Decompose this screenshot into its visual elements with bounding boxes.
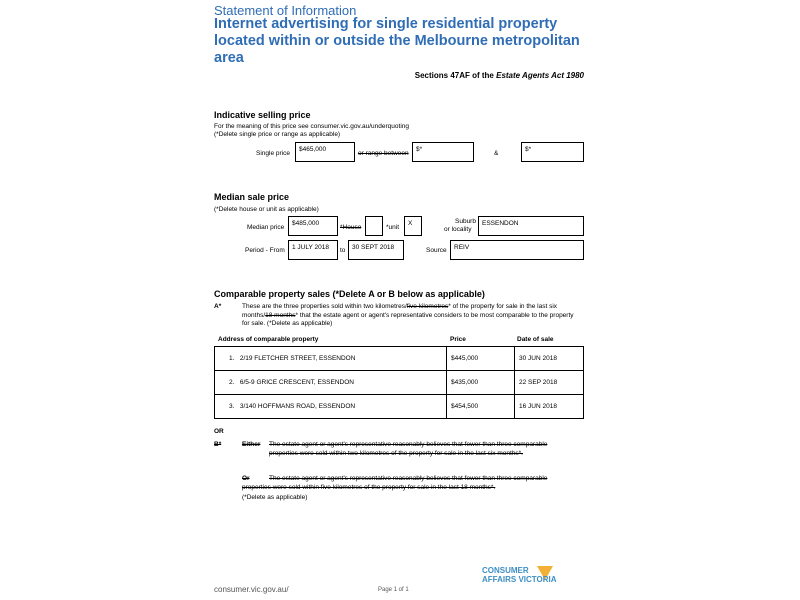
or-inner-label: Or bbox=[242, 475, 250, 482]
logo-line-1: CONSUMER bbox=[482, 566, 529, 575]
unit-field[interactable]: X bbox=[404, 216, 422, 236]
col-price-header: Price bbox=[450, 336, 466, 343]
col-address-header: Address of comparable property bbox=[218, 336, 319, 343]
either-label: Either bbox=[242, 441, 261, 448]
row-number: 3. bbox=[229, 403, 235, 410]
price-cell[interactable]: $435,000 bbox=[447, 371, 515, 395]
table-row bbox=[215, 371, 584, 395]
sections-prefix: Sections 47AF of the bbox=[414, 71, 497, 80]
period-from-label: Period - From bbox=[245, 247, 285, 254]
option-a-text-2: * of the property for sale in the last six bbox=[448, 303, 558, 310]
logo-line-2 bbox=[482, 575, 557, 584]
logo-victoria: VICTORIA bbox=[518, 575, 557, 584]
house-label-text: *House bbox=[340, 224, 362, 231]
option-a-text bbox=[242, 303, 582, 329]
or-text-1: The estate agent or agent's representative reasonably believes that fewer than three comparable bbox=[269, 475, 548, 482]
option-a-text-1: These are the three properties sold within two kilometres/ bbox=[242, 303, 407, 310]
row-number: 1. bbox=[229, 355, 235, 362]
option-a-marker: A* bbox=[214, 303, 222, 310]
house-label bbox=[340, 224, 361, 231]
either-text-2: properties were sold within two kilometres of the property for sale in the last six months*. bbox=[269, 450, 523, 457]
date-cell[interactable]: 22 SEP 2018 bbox=[515, 371, 584, 395]
form-subtitle: Statement of Information bbox=[214, 3, 357, 18]
median-heading: Median sale price bbox=[214, 192, 290, 202]
or-text-2: properties were sold within five kilometres of the property for sale in the last 18 months*. bbox=[242, 484, 496, 491]
row-number: 2. bbox=[229, 379, 235, 386]
date-cell[interactable]: 16 JUN 2018 bbox=[515, 395, 584, 419]
either-text-1: The estate agent or agent's representative reasonably believes that fewer than three comparable bbox=[269, 441, 548, 448]
indicative-note-1: For the meaning of this price see consumer.vic.gov.au/underquoting bbox=[214, 123, 409, 130]
suburb-label-2: or locality bbox=[444, 226, 472, 233]
logo-affairs: AFFAIRS bbox=[482, 575, 519, 584]
house-field[interactable] bbox=[365, 216, 383, 236]
option-a-text-5: property for sale. (*Delete as applicable) bbox=[242, 311, 574, 327]
option-b-marker: B* bbox=[214, 441, 222, 448]
source-label: Source bbox=[426, 247, 447, 254]
unit-label: *unit bbox=[386, 224, 400, 231]
median-price-label: Median price bbox=[247, 224, 285, 231]
price-cell[interactable]: $445,000 bbox=[447, 347, 515, 371]
option-a-text-4: * that the estate agent or agent's representative considers to be most comparable to the bbox=[295, 311, 548, 319]
sections-reference bbox=[415, 71, 584, 80]
price-cell[interactable]: $454,500 bbox=[447, 395, 515, 419]
period-from-field[interactable]: 1 JULY 2018 bbox=[288, 240, 338, 260]
range-to-field[interactable]: $* bbox=[521, 142, 584, 162]
median-price-field[interactable]: $485,000 bbox=[288, 216, 338, 236]
address-cell[interactable] bbox=[215, 395, 447, 419]
col-date-header: Date of sale bbox=[517, 336, 554, 343]
form-title: Internet advertising for single residential property located within or outside the Melbourne metropolitan area bbox=[214, 16, 580, 66]
range-label: or range between bbox=[358, 150, 409, 157]
option-a-text-3: months/ bbox=[242, 311, 266, 319]
table-row bbox=[215, 347, 584, 371]
date-cell[interactable]: 30 JUN 2018 bbox=[515, 347, 584, 371]
or-label: OR bbox=[214, 428, 224, 435]
consumer-affairs-logo bbox=[482, 566, 557, 584]
page-number: Page 1 of 1 bbox=[378, 587, 409, 593]
source-field[interactable]: REIV bbox=[450, 240, 584, 260]
option-a-strike-2: 18 months bbox=[265, 311, 296, 319]
indicative-note-2: (*Delete single price or range as applicable) bbox=[214, 131, 341, 138]
address-cell[interactable] bbox=[215, 347, 447, 371]
range-amp: & bbox=[494, 150, 499, 157]
suburb-field[interactable]: ESSENDON bbox=[478, 216, 584, 236]
row-address: 6/5-9 GRICE CRESCENT, ESSENDON bbox=[239, 379, 354, 386]
footer-url[interactable]: consumer.vic.gov.au/ bbox=[214, 585, 289, 594]
row-address: 3/140 HOFFMANS ROAD, ESSENDON bbox=[239, 403, 356, 410]
period-to-label: to bbox=[340, 247, 346, 254]
comparable-heading: Comparable property sales (*Delete A or B below as applicable) bbox=[214, 289, 485, 299]
comparable-table bbox=[214, 346, 584, 419]
sections-act: Estate Agents Act 1980 bbox=[496, 71, 584, 80]
suburb-label-1: Suburb bbox=[455, 218, 476, 225]
address-cell[interactable] bbox=[215, 371, 447, 395]
option-a-strike-1: five kilometres bbox=[406, 303, 449, 310]
table-row bbox=[215, 395, 584, 419]
period-to-field[interactable]: 30 SEPT 2018 bbox=[348, 240, 404, 260]
indicative-heading: Indicative selling price bbox=[214, 110, 311, 120]
single-price-label: Single price bbox=[256, 150, 290, 157]
single-price-field[interactable]: $465,000 bbox=[295, 142, 355, 162]
range-from-field[interactable]: $* bbox=[412, 142, 474, 162]
row-address: 2/19 FLETCHER STREET, ESSENDON bbox=[239, 355, 356, 362]
median-note: (*Delete house or unit as applicable) bbox=[214, 206, 319, 213]
delete-note: (*Delete as applicable) bbox=[242, 494, 308, 501]
